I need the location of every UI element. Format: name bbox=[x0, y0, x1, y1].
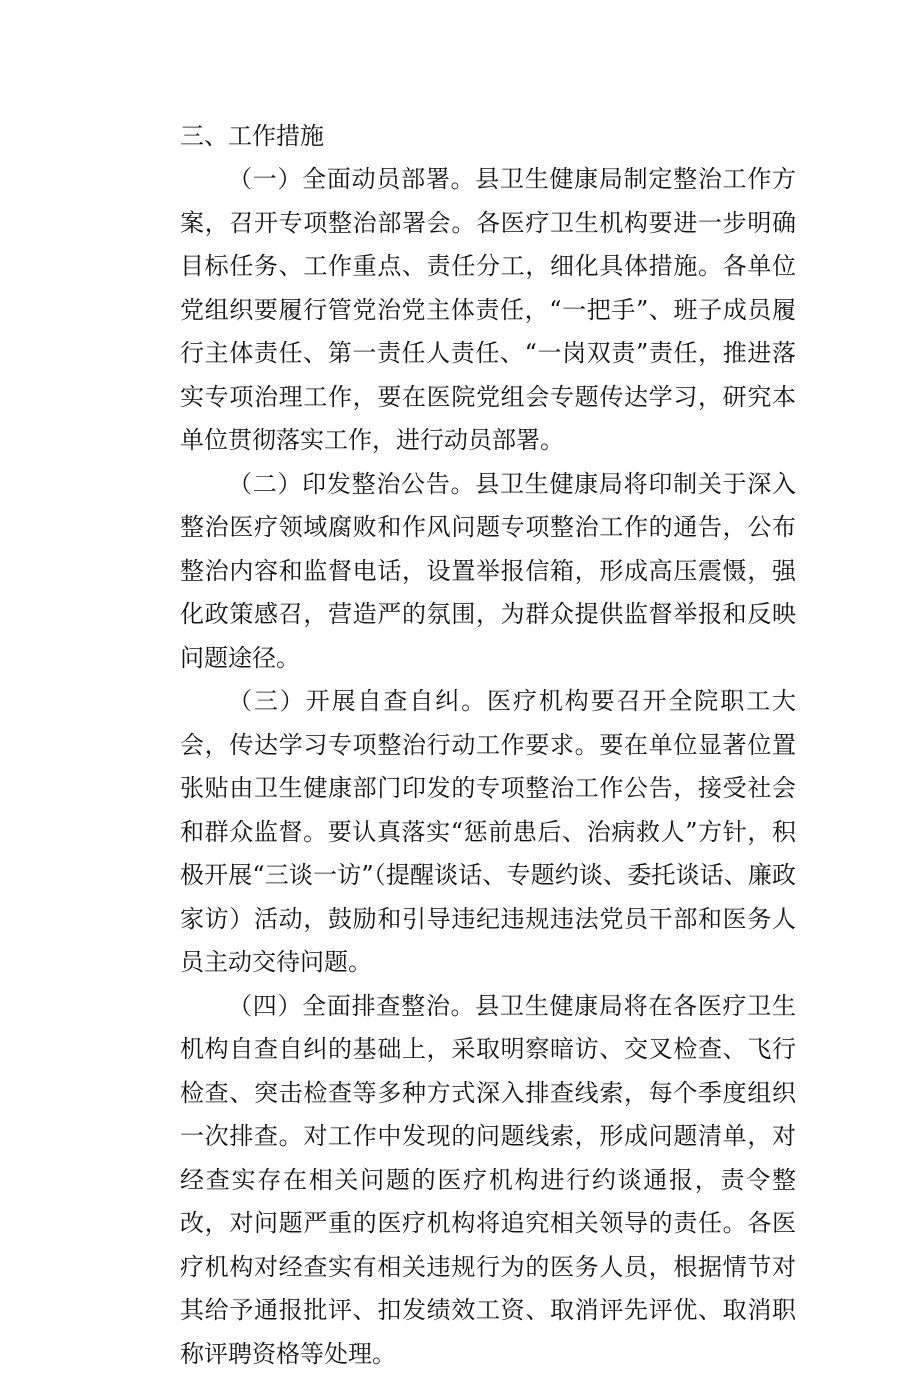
document-body bbox=[180, 158, 796, 1376]
paragraph-self-inspection: （三）开展自查自纠。医疗机构要召开全院职工大会，传达学习专项整治行动工作要求。要在单位显著位置张贴由卫生健康部门印发的专项整治工作公告，接受社会和群众监督。要认真落实“惩前患后、治病救人”方针，积极开展“三谈一访”（提醒谈话、专题约谈、委托谈话、廉政家访）活动，鼓励和引导违纪违规违法党员干部和医务人员主动交待问题。 bbox=[180, 680, 796, 985]
section-heading: 三、工作措施 bbox=[180, 116, 324, 156]
paragraph-investigation: （四）全面排查整治。县卫生健康局将在各医疗卫生机构自查自纠的基础上，采取明察暗访、交叉检查、飞行检查、突击检查等多种方式深入排查线索，每个季度组织一次排查。对工作中发现的问题线索，形成问题清单，对经查实存在相关问题的医疗机构进行约谈通报，责令整改，对问题严重的医疗机构将追究相关领导的责任。各医疗机构对经查实有相关违规行为的医务人员，根据情节对其给予通报批评、扣发绩效工资、取消评先评优、取消职称评聘资格等处理。 bbox=[180, 985, 796, 1376]
paragraph-announcement: （二）印发整治公告。县卫生健康局将印制关于深入整治医疗领域腐败和作风问题专项整治工作的通告，公布整治内容和监督电话，设置举报信箱，形成高压震慑，强化政策感召，营造严的氛围，为群众提供监督举报和反映问题途径。 bbox=[180, 463, 796, 681]
paragraph-mobilization: （一）全面动员部署。县卫生健康局制定整治工作方案，召开专项整治部署会。各医疗卫生机构要进一步明确目标任务、工作重点、责任分工，细化具体措施。各单位党组织要履行管党治党主体责任，“一把手”、班子成员履行主体责任、第一责任人责任、“一岗双责”责任，推进落实专项治理工作，要在医院党组会专题传达学习，研究本单位贯彻落实工作，进行动员部署。 bbox=[180, 158, 796, 463]
